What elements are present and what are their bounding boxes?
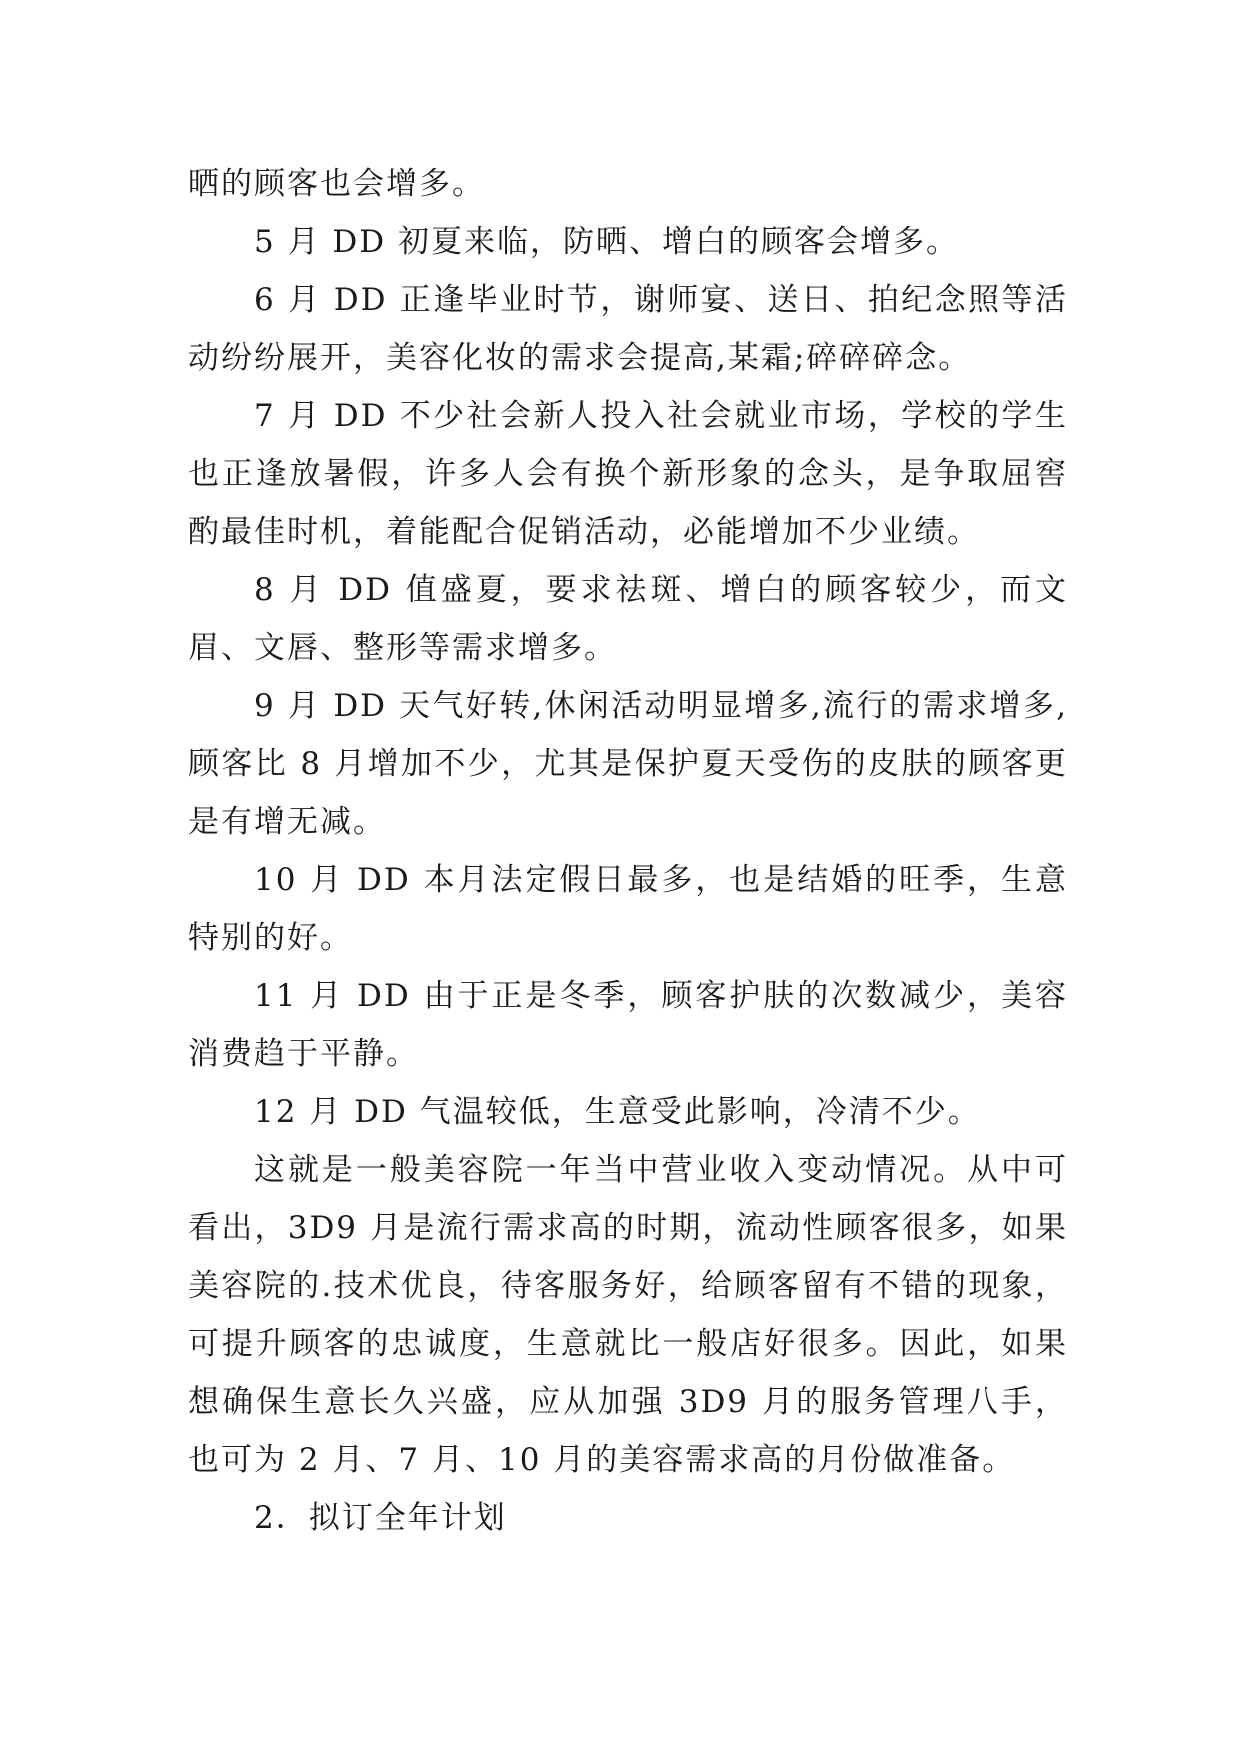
paragraph-november: 11 月 DD 由于正是冬季，顾客护肤的次数减少，美容消费趋于平静。 (188, 978, 1068, 1072)
paragraph-september: 9 月 DD 天气好转,休闲活动明显增多,流行的需求增多,顾客比 8 月增加不少，尤其是保护夏天受伤的皮肤的顾客更是有增无减。 (188, 688, 1068, 840)
paragraph-may: 5 月 DD 初夏来临，防晒、增白的顾客会增多。 (254, 224, 959, 260)
paragraph-december: 12 月 DD 气温较低，生意受此影响，冷清不少。 (254, 1094, 981, 1130)
section-heading: 2．拟订全年计划 (254, 1500, 507, 1536)
paragraph-june: 6 月 DD 正逢毕业时节，谢师宴、送日、拍纪念照等活动纷纷展开，美容化妆的需求会提高,某霜;碎碎碎念。 (188, 282, 1068, 376)
paragraph-july: 7 月 DD 不少社会新人投入社会就业市场，学校的学生也正逢放暑假，许多人会有换个新形象的念头，是争取屈窖酌最佳时机，着能配合促销活动，必能增加不少业绩。 (188, 398, 1068, 550)
paragraph-october: 10 月 DD 本月法定假日最多，也是结婚的旺季，生意特别的好。 (188, 862, 1068, 956)
document-body (188, 155, 1068, 1547)
paragraph-summary: 这就是一般美容院一年当中营业收入变动情况。从中可看出，3D9 月是流行需求高的时期，流动性顾客很多，如果美容院的.技术优良，待客服务好，给顾客留有不错的现象，可提升顾客的忠诚度，生意就比一般店好很多。因此，如果想确保生意长久兴盛，应从加强 3D9 月的服务管理八手，也可为 2 月、7 月、10 月的美容需求高的月份做准备。 (188, 1152, 1068, 1478)
paragraph-august: 8 月 DD 值盛夏，要求祛斑、增白的顾客较少，而文眉、文唇、整形等需求增多。 (188, 572, 1068, 666)
paragraph-continuation: 晒的顾客也会增多。 (188, 166, 485, 202)
